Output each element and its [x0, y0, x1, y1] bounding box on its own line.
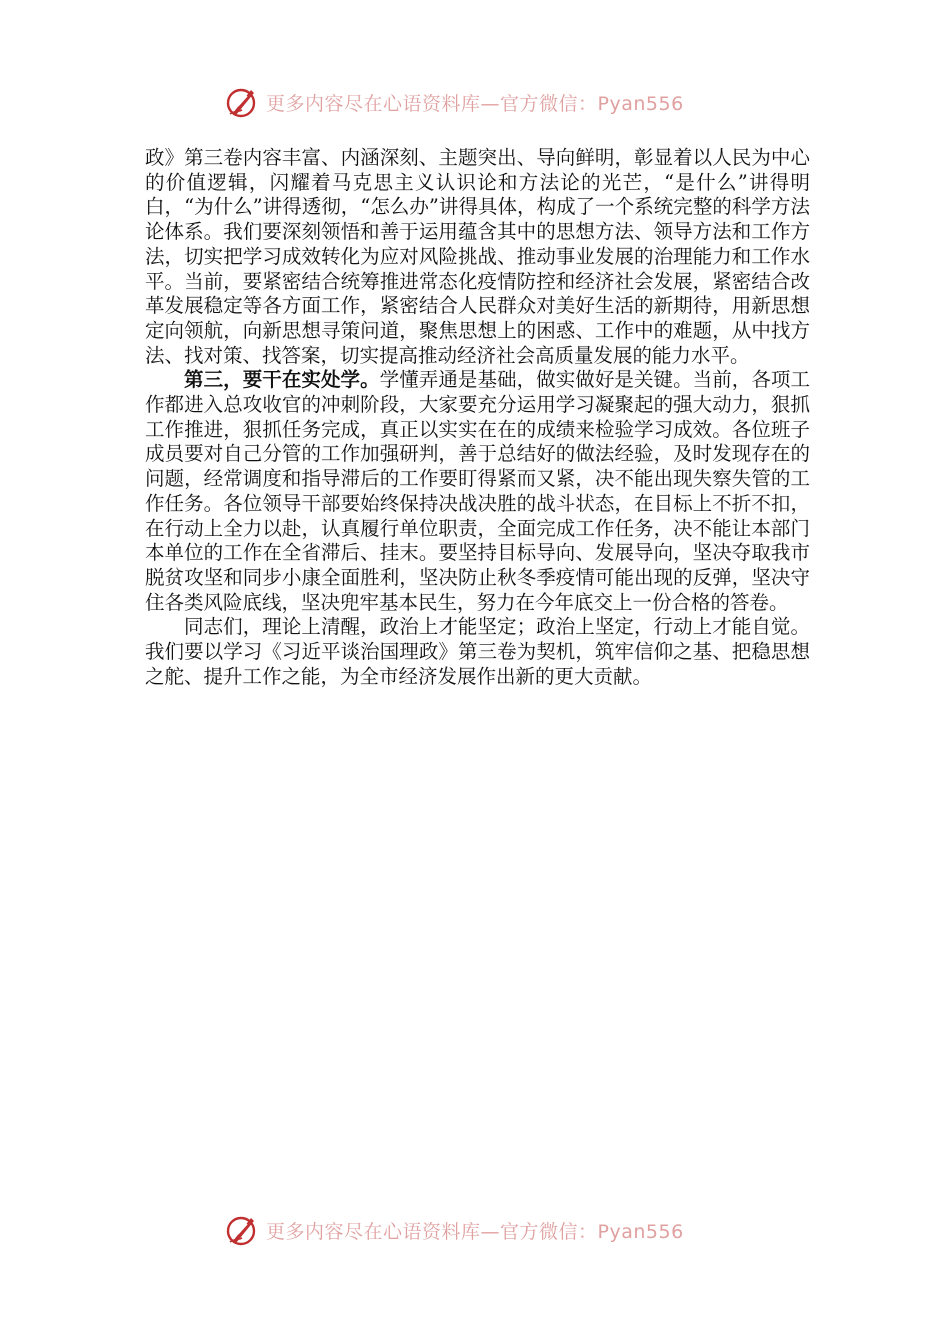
- watermark-text: 更多内容尽在心语资料库—官方微信：Pyan556: [266, 1220, 684, 1243]
- quill-logo-icon: [224, 84, 260, 120]
- quill-logo-icon: [224, 1212, 260, 1248]
- document-body: [145, 146, 810, 689]
- watermark-text: 更多内容尽在心语资料库—官方微信：Pyan556: [266, 92, 684, 115]
- paragraph-2: [145, 368, 810, 615]
- paragraph-1: [145, 146, 810, 368]
- header-watermark: [224, 82, 684, 122]
- paragraph-text: 同志们，理论上清醒，政治上才能坚定；政治上坚定，行动上才能自觉。我们要以学习《习近平谈治国理政》第三卷为契机，筑牢信仰之基、把稳思想之舵、提升工作之能，为全市经济发展作出新的更大贡献。: [145, 615, 810, 688]
- paragraph-heading: 第三，要干在实处学。: [184, 368, 380, 392]
- paragraph-3: [145, 615, 810, 689]
- paragraph-text: 学懂弄通是基础，做实做好是关键。当前，各项工作都进入总攻收官的冲刺阶段，大家要充分运用学习凝聚起的强大动力，狠抓工作推进，狠抓任务完成，真正以实实在在的成绩来检验学习成效。各位班子成员要对自己分管的工作加强研判，善于总结好的做法经验，及时发现存在的问题，经常调度和指导滞后的工作要盯得紧而又紧，决不能出现失察失管的工作任务。各位领导干部要始终保持决战决胜的战斗状态，在目标上不折不扣，在行动上全力以赴，认真履行单位职责，全面完成工作任务，决不能让本部门本单位的工作在全省滞后、挂末。要坚持目标导向、发展导向，坚决夺取我市脱贫攻坚和同步小康全面胜利，坚决防止秋冬季疫情可能出现的反弹，坚决守住各类风险底线，坚决兜牢基本民生，努力在今年底交上一份合格的答卷。: [145, 368, 810, 614]
- paragraph-text: 政》第三卷内容丰富、内涵深刻、主题突出、导向鲜明，彰显着以人民为中心的价值逻辑，闪耀着马克思主义认识论和方法论的光芒，“是什么”讲得明白，“为什么”讲得透彻，“怎么办”讲得具体，构成了一个系统完整的科学方法论体系。我们要深刻领悟和善于运用蕴含其中的思想方法、领导方法和工作方法，切实把学习成效转化为应对风险挑战、推动事业发展的治理能力和工作水平。当前，要紧密结合统筹推进常态化疫情防控和经济社会发展，紧密结合改革发展稳定等各方面工作，紧密结合人民群众对美好生活的新期待，用新思想定向领航，向新思想寻策问道，聚焦思想上的困惑、工作中的难题，从中找方法、找对策、找答案，切实提高推动经济社会高质量发展的能力水平。: [145, 146, 810, 367]
- footer-watermark: [224, 1210, 684, 1250]
